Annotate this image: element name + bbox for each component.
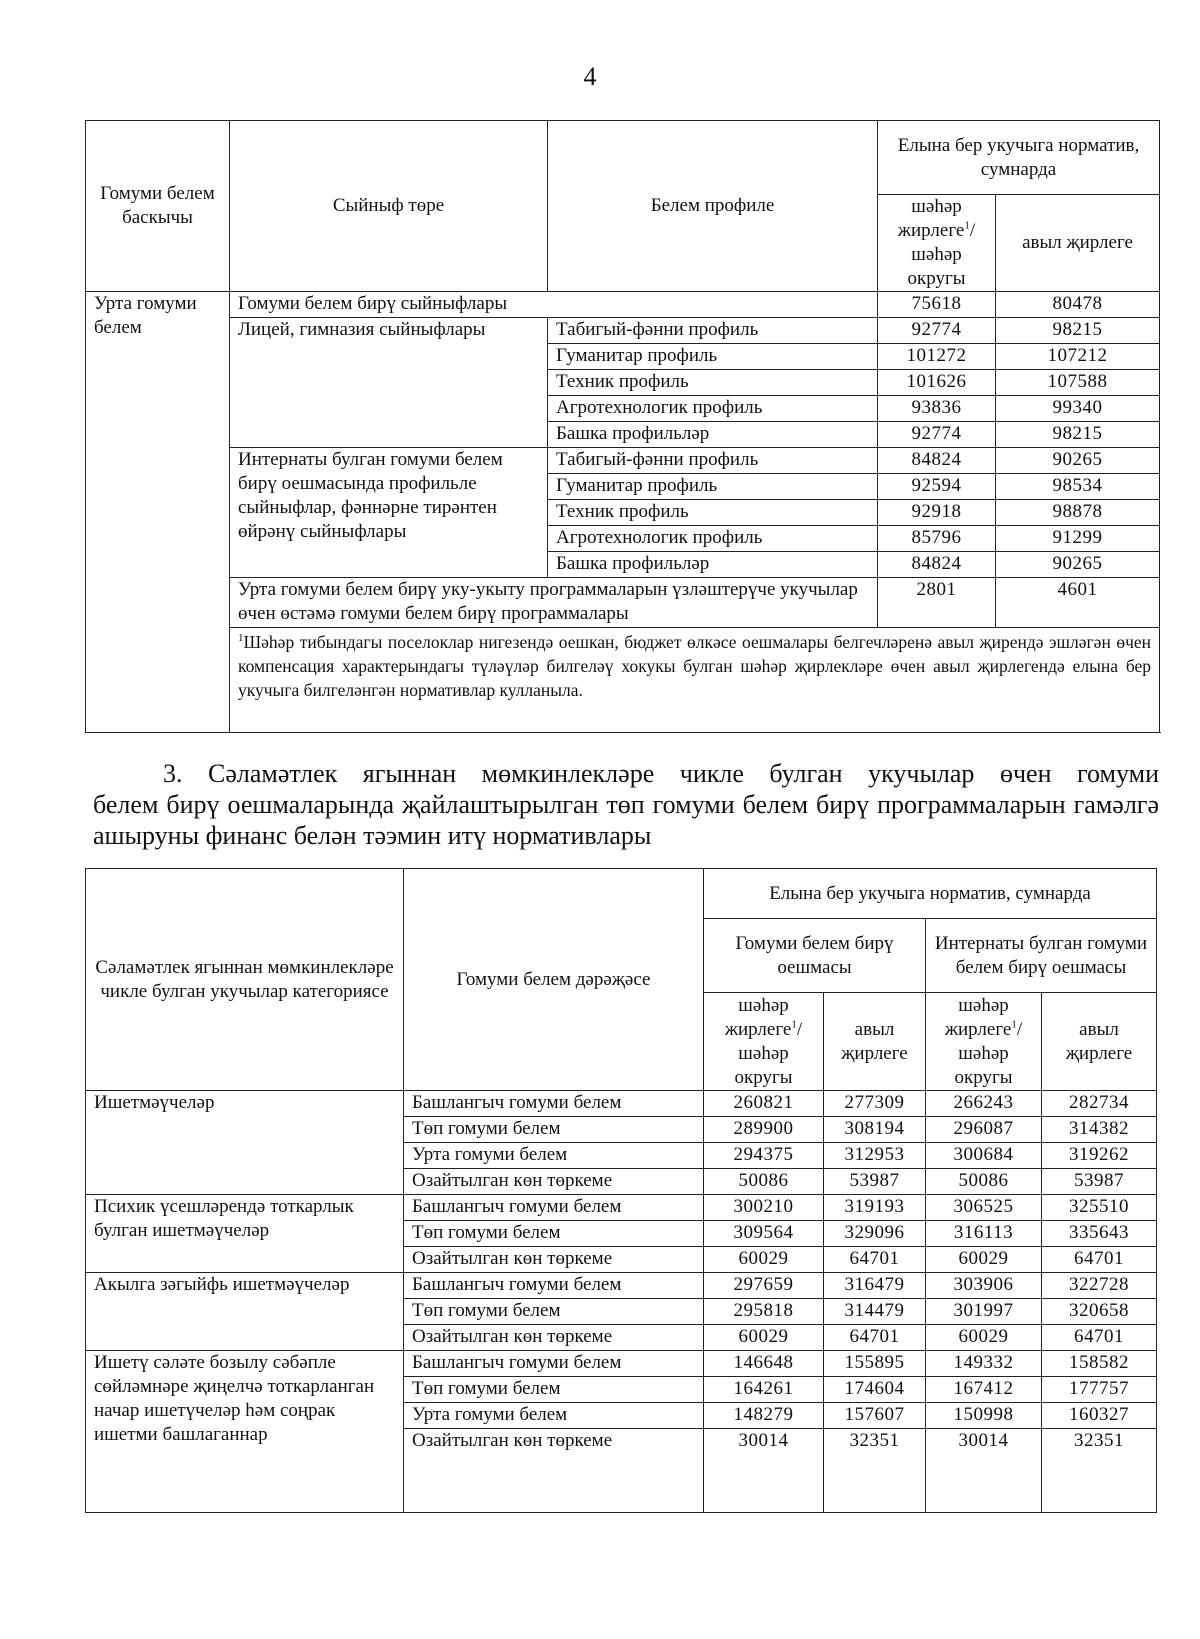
value-cell: 30014 [704, 1429, 824, 1513]
lyceum-label: Лицей, гимназия сыйныфлары [230, 318, 548, 448]
header-urban: шәһәр жирлеге$^1$/ шәһәр округы [878, 195, 996, 292]
value-cell: 32351 [1042, 1429, 1157, 1513]
level-cell: Төп гомуми белем [404, 1377, 704, 1403]
profile-cell: Табигый-фәнни профиль [548, 448, 878, 474]
cell-rural: 80478 [996, 292, 1160, 318]
value-cell: 300684 [926, 1143, 1042, 1169]
value-cell: 322728 [1042, 1273, 1157, 1299]
cell-urban: 101626 [878, 370, 996, 396]
section-heading [93, 758, 1159, 851]
header-level: Гомуми белем баскычы [86, 121, 230, 292]
level-cell: Урта гомуми белем [404, 1403, 704, 1429]
cell-urban: 93836 [878, 396, 996, 422]
header-class-type: Сыйныф төре [230, 121, 548, 292]
value-cell: 60029 [704, 1247, 824, 1273]
profile-cell: Башка профильләр [548, 422, 878, 448]
value-cell: 303906 [926, 1273, 1042, 1299]
normatives-table-secondary [85, 120, 1160, 733]
profile-cell: Гуманитар профиль [548, 474, 878, 500]
cell-rural: 107212 [996, 344, 1160, 370]
value-cell: 64701 [1042, 1325, 1157, 1351]
value-cell: 157607 [824, 1403, 926, 1429]
level-cell: Башлангыч гомуми белем [404, 1091, 704, 1117]
value-cell: 309564 [704, 1221, 824, 1247]
value-cell: 319193 [824, 1195, 926, 1221]
value-cell: 146648 [704, 1351, 824, 1377]
value-cell: 50086 [704, 1169, 824, 1195]
header-urban: шәһәр жирлеге$^1$/ шәһәр округы [926, 993, 1042, 1091]
value-cell: 167412 [926, 1377, 1042, 1403]
level-cell: Башлангыч гомуми белем [404, 1195, 704, 1221]
normatives-table-disabled [85, 868, 1157, 1513]
value-cell: 164261 [704, 1377, 824, 1403]
cell-rural: 98215 [996, 422, 1160, 448]
profile-cell: Агротехнологик профиль [548, 526, 878, 552]
level-cell: Урта гомуми белем [404, 1143, 704, 1169]
cell-rural: 90265 [996, 448, 1160, 474]
value-cell: 325510 [1042, 1195, 1157, 1221]
header-norm: Елына бер укучыга норматив, сумнарда [878, 121, 1160, 195]
cell-rural: 98534 [996, 474, 1160, 500]
value-cell: 296087 [926, 1117, 1042, 1143]
value-cell: 149332 [926, 1351, 1042, 1377]
category-cell: Психик үсешләрендә тоткарлык булган ишетмәүчеләр [86, 1195, 404, 1273]
general-label: Гомуми белем бирү сыйныфлары [230, 292, 878, 318]
cell-urban: 84824 [878, 552, 996, 578]
category-cell: Акылга зәгыйфь ишетмәүчеләр [86, 1273, 404, 1351]
profile-cell: Агротехнологик профиль [548, 396, 878, 422]
cell-rural: 4601 [996, 578, 1160, 628]
header-rural: авыл җирлеге [824, 993, 926, 1091]
cell-urban: 75618 [878, 292, 996, 318]
value-cell: 148279 [704, 1403, 824, 1429]
cell-rural: 90265 [996, 552, 1160, 578]
value-cell: 295818 [704, 1299, 824, 1325]
level-cell: Башлангыч гомуми белем [404, 1273, 704, 1299]
level-label: Урта гомуми белем [86, 292, 230, 733]
cell-rural: 98878 [996, 500, 1160, 526]
value-cell: 53987 [824, 1169, 926, 1195]
cell-urban: 92918 [878, 500, 996, 526]
level-cell: Төп гомуми белем [404, 1221, 704, 1247]
value-cell: 320658 [1042, 1299, 1157, 1325]
cell-urban: 84824 [878, 448, 996, 474]
value-cell: 335643 [1042, 1221, 1157, 1247]
value-cell: 160327 [1042, 1403, 1157, 1429]
value-cell: 50086 [926, 1169, 1042, 1195]
cell-rural: 91299 [996, 526, 1160, 552]
profile-cell: Гуманитар профиль [548, 344, 878, 370]
level-cell: Озайтылган көн төркеме [404, 1325, 704, 1351]
footnote: $^1$Шәһәр тибындагы поселоклар нигезендә оешкан, бюджет өлкәсе оешмалары белгечләренә авыл җирендә эшләгән өчен компенсация характерындагы түләүләр билгеләү хокукы булган шәһәр җирлекләре өчен авыл җирлегендә елына бер укучыга билгеләнгән нормативлар кулланыла. [230, 628, 1160, 733]
additional-label: Урта гомуми белем бирү уку-укыту программаларын үзләштерүче укучылар өчен өстәмә гомуми белем бирү программалары [230, 578, 878, 628]
value-cell: 155895 [824, 1351, 926, 1377]
value-cell: 177757 [1042, 1377, 1157, 1403]
cell-urban: 92774 [878, 318, 996, 344]
profile-cell: Техник профиль [548, 500, 878, 526]
value-cell: 306525 [926, 1195, 1042, 1221]
profile-cell: Башка профильләр [548, 552, 878, 578]
cell-urban: 101272 [878, 344, 996, 370]
page-number: 4 [583, 62, 597, 91]
value-cell: 260821 [704, 1091, 824, 1117]
value-cell: 301997 [926, 1299, 1042, 1325]
category-cell: Ишетү сәләте бозылу сәбәпле сөйләмнәре җиңелчә тоткарланган начар ишетүчеләр һәм соңрак ишетми башлаганнар [86, 1351, 404, 1513]
value-cell: 308194 [824, 1117, 926, 1143]
cell-rural: 107588 [996, 370, 1160, 396]
value-cell: 150998 [926, 1403, 1042, 1429]
header-general-org: Гомуми белем бирү оешмасы [704, 919, 926, 993]
value-cell: 319262 [1042, 1143, 1157, 1169]
value-cell: 316113 [926, 1221, 1042, 1247]
profile-cell: Табигый-фәнни профиль [548, 318, 878, 344]
profile-cell: Техник профиль [548, 370, 878, 396]
header-rural: авыл җирлеге [1042, 993, 1157, 1091]
cell-urban: 92594 [878, 474, 996, 500]
value-cell: 60029 [926, 1247, 1042, 1273]
value-cell: 329096 [824, 1221, 926, 1247]
value-cell: 60029 [926, 1325, 1042, 1351]
cell-urban: 92774 [878, 422, 996, 448]
value-cell: 64701 [824, 1325, 926, 1351]
value-cell: 32351 [824, 1429, 926, 1513]
value-cell: 300210 [704, 1195, 824, 1221]
value-cell: 266243 [926, 1091, 1042, 1117]
level-cell: Озайтылган көн төркеме [404, 1169, 704, 1195]
value-cell: 314479 [824, 1299, 926, 1325]
value-cell: 316479 [824, 1273, 926, 1299]
level-cell: Төп гомуми белем [404, 1117, 704, 1143]
footnote-mark: 1 [238, 632, 244, 645]
value-cell: 294375 [704, 1143, 824, 1169]
value-cell: 64701 [824, 1247, 926, 1273]
value-cell: 60029 [704, 1325, 824, 1351]
header-boarding-org: Интернаты булган гомуми белем бирү оешмасы [926, 919, 1157, 993]
boarding-label: Интернаты булган гомуми белем бирү оешмасында профильле сыйныфлар, фәннәрне тирәнтен өйрәнү сыйныфлары [230, 448, 548, 578]
value-cell: 158582 [1042, 1351, 1157, 1377]
section-heading-line1: 3. Сәламәтлек ягыннан мөмкинлекләре чикле булган укучылар өчен гомуми [163, 759, 1159, 788]
header-profile: Белем профиле [548, 121, 878, 292]
level-cell: Башлангыч гомуми белем [404, 1351, 704, 1377]
cell-urban: 85796 [878, 526, 996, 552]
value-cell: 64701 [1042, 1247, 1157, 1273]
section-heading-line2: белем бирү оешмаларында җайлаштырылган төп гомуми белем бирү программаларын гамәлгә ашыруны финанс белән тәэмин итү нормативлары [93, 790, 1159, 850]
cell-rural: 99340 [996, 396, 1160, 422]
level-cell: Төп гомуми белем [404, 1299, 704, 1325]
value-cell: 282734 [1042, 1091, 1157, 1117]
value-cell: 277309 [824, 1091, 926, 1117]
header-level: Гомуми белем дәрәҗәсе [404, 869, 704, 1091]
value-cell: 297659 [704, 1273, 824, 1299]
header-category: Сәламәтлек ягыннан мөмкинлекләре чикле булган укучылар категориясе [86, 869, 404, 1091]
header-norm: Елына бер укучыга норматив, сумнарда [704, 869, 1157, 919]
category-cell: Ишетмәүчеләр [86, 1091, 404, 1195]
value-cell: 174604 [824, 1377, 926, 1403]
cell-rural: 98215 [996, 318, 1160, 344]
value-cell: 289900 [704, 1117, 824, 1143]
value-cell: 312953 [824, 1143, 926, 1169]
header-rural: авыл җирлеге [996, 195, 1160, 292]
value-cell: 30014 [926, 1429, 1042, 1513]
header-urban: шәһәр жирлеге$^1$/ шәһәр округы [704, 993, 824, 1091]
value-cell: 53987 [1042, 1169, 1157, 1195]
level-cell: Озайтылган көн төркеме [404, 1429, 704, 1513]
cell-urban: 2801 [878, 578, 996, 628]
value-cell: 314382 [1042, 1117, 1157, 1143]
level-cell: Озайтылган көн төркеме [404, 1247, 704, 1273]
